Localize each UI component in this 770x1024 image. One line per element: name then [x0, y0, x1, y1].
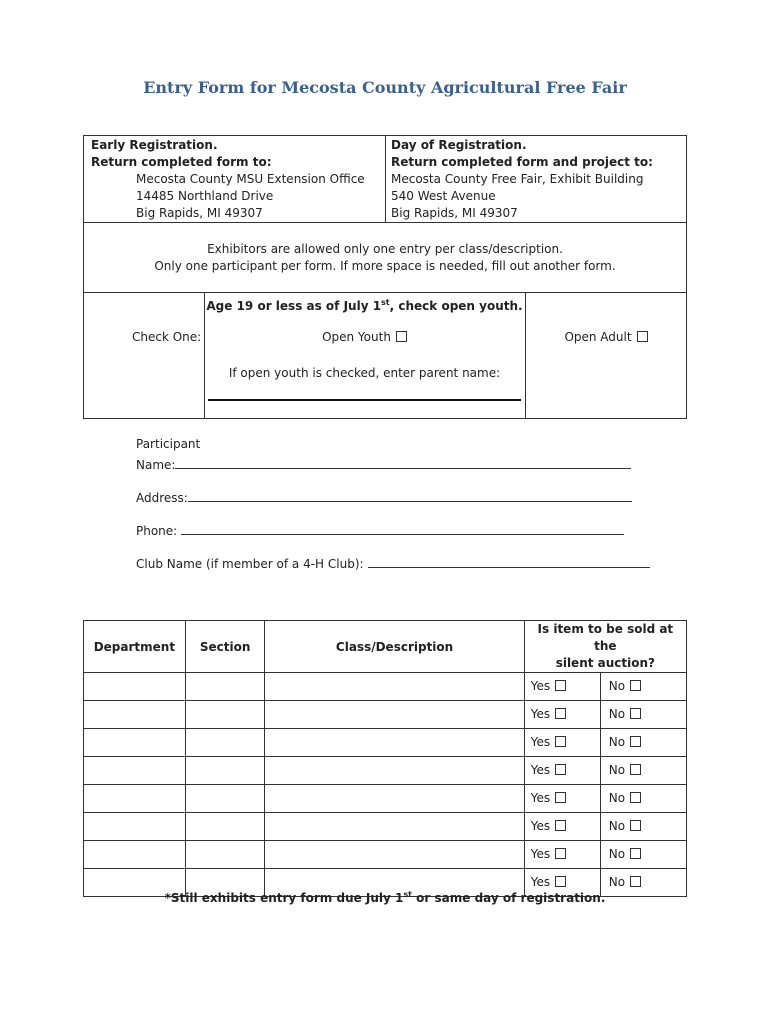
silent-auction-cell [524, 701, 686, 729]
no-option[interactable] [601, 785, 641, 812]
silent-auction-cell [524, 841, 686, 869]
class-description-cell[interactable] [265, 841, 524, 869]
age-note-text: Age 19 or less as of July 1 [206, 299, 382, 313]
silent-auction-cell [524, 785, 686, 813]
table-row [84, 785, 687, 813]
address-row [136, 489, 632, 507]
footer-note [0, 886, 770, 907]
yes-label: Yes [530, 707, 551, 721]
section-cell[interactable] [185, 785, 265, 813]
no-option[interactable] [601, 673, 641, 700]
no-option[interactable] [601, 841, 641, 868]
class-description-cell[interactable] [265, 757, 524, 785]
yes-label: Yes [530, 791, 551, 805]
early-address-line-3: Big Rapids, MI 49307 [136, 206, 263, 220]
footer-note-text: *Still exhibits entry form due July 1 [164, 891, 404, 905]
yes-label: Yes [530, 763, 551, 777]
open-adult-checkbox[interactable] [637, 331, 648, 342]
department-cell[interactable] [84, 785, 186, 813]
class-description-cell[interactable] [265, 813, 524, 841]
class-description-cell[interactable] [265, 673, 524, 701]
section-cell[interactable] [185, 701, 265, 729]
yes-label: Yes [530, 679, 551, 693]
early-return-label: Return completed form to: [91, 155, 272, 169]
yes-no-group [525, 701, 686, 728]
no-checkbox[interactable] [630, 848, 641, 859]
silent-auction-header [524, 621, 686, 673]
yes-option[interactable] [525, 729, 601, 756]
parent-name-field[interactable] [208, 399, 521, 401]
class-description-cell[interactable] [265, 785, 524, 813]
no-label: No [608, 847, 626, 861]
early-address-line-1: Mecosta County MSU Extension Office [136, 172, 365, 186]
participant-name-row [136, 456, 631, 474]
dayof-address-line-3: Big Rapids, MI 49307 [391, 206, 518, 220]
no-label: No [608, 875, 626, 889]
phone-label: Phone: [136, 524, 178, 538]
yes-option[interactable] [525, 757, 601, 784]
no-label: No [608, 791, 626, 805]
no-option[interactable] [601, 701, 641, 728]
yes-no-group [525, 841, 686, 868]
table-row [84, 757, 687, 785]
no-label: No [608, 679, 626, 693]
dayof-return-label: Return completed form and project to: [391, 155, 653, 169]
no-checkbox[interactable] [630, 820, 641, 831]
no-label: No [608, 763, 626, 777]
participant-label: Participant [136, 437, 201, 451]
dayof-address-line-1: Mecosta County Free Fair, Exhibit Building [391, 172, 644, 186]
yes-label: Yes [530, 875, 551, 889]
yes-label: Yes [530, 847, 551, 861]
yes-label: Yes [530, 735, 551, 749]
class-description-cell[interactable] [265, 729, 524, 757]
address-field[interactable] [188, 489, 632, 502]
silent-auction-header-line-2: silent auction? [555, 656, 656, 670]
yes-option[interactable] [525, 841, 601, 868]
early-registration-heading: Early Registration. [91, 138, 218, 152]
yes-no-group [525, 729, 686, 756]
department-cell[interactable] [84, 673, 186, 701]
silent-auction-cell [524, 673, 686, 701]
club-label: Club Name (if member of a 4-H Club): [136, 557, 364, 571]
table-row [84, 841, 687, 869]
table-row [84, 673, 687, 701]
no-checkbox[interactable] [630, 792, 641, 803]
table-row [84, 813, 687, 841]
class-description-cell[interactable] [265, 701, 524, 729]
form-title: Entry Form for Mecosta County Agricultural Free Fair [143, 78, 627, 97]
silent-auction-cell [524, 813, 686, 841]
yes-no-group [525, 785, 686, 812]
phone-field[interactable] [181, 522, 624, 535]
department-cell[interactable] [84, 729, 186, 757]
age-note-text-end: , check open youth. [389, 299, 523, 313]
check-top-divider [83, 292, 687, 293]
yes-checkbox[interactable] [555, 764, 566, 775]
yes-checkbox[interactable] [555, 848, 566, 859]
notice-top-divider [83, 222, 687, 223]
entries-table [83, 620, 687, 897]
no-option[interactable] [601, 813, 641, 840]
registration-divider [385, 135, 386, 222]
early-address-line-2: 14485 Northland Drive [136, 189, 274, 203]
section-header: Section [185, 621, 265, 673]
no-checkbox[interactable] [630, 764, 641, 775]
yes-no-group [525, 813, 686, 840]
table-row [84, 729, 687, 757]
yes-option[interactable] [525, 785, 601, 812]
phone-row [136, 522, 624, 540]
footer-note-text-end: or same day of registration. [412, 891, 606, 905]
department-cell[interactable] [84, 841, 186, 869]
participant-name-label: Name: [136, 458, 176, 472]
silent-auction-cell [524, 729, 686, 757]
table-row [84, 701, 687, 729]
yes-option[interactable] [525, 813, 601, 840]
section-cell[interactable] [185, 729, 265, 757]
yes-option[interactable] [525, 673, 601, 700]
club-row [136, 555, 650, 573]
dayof-address-line-2: 540 West Avenue [391, 189, 496, 203]
section-cell[interactable] [185, 813, 265, 841]
open-youth-checkbox[interactable] [396, 331, 407, 342]
department-cell[interactable] [84, 813, 186, 841]
department-cell[interactable] [84, 701, 186, 729]
address-label: Address: [136, 491, 188, 505]
open-adult-option[interactable] [525, 329, 687, 346]
participant-name-field[interactable] [175, 456, 631, 469]
notice-line-2: Only one participant per form. If more space is needed, fill out another form. [154, 259, 616, 273]
open-adult-label: Open Adult [564, 330, 632, 344]
department-header: Department [84, 621, 186, 673]
yes-checkbox[interactable] [555, 680, 566, 691]
yes-checkbox[interactable] [555, 792, 566, 803]
yes-option[interactable] [525, 701, 601, 728]
section-cell[interactable] [185, 673, 265, 701]
yes-label: Yes [530, 819, 551, 833]
dayof-registration-heading: Day of Registration. [391, 138, 527, 152]
age-note-sup: st [381, 298, 390, 307]
parent-name-prompt: If open youth is checked, enter parent name: [228, 366, 501, 380]
silent-auction-cell [524, 757, 686, 785]
age-note [204, 294, 525, 315]
yes-no-group [525, 673, 686, 700]
check-col-divider-2 [525, 292, 526, 419]
yes-no-group [525, 757, 686, 784]
class-description-header: Class/Description [265, 621, 524, 673]
section-cell[interactable] [185, 757, 265, 785]
open-youth-label: Open Youth [322, 330, 391, 344]
table-header-row [84, 621, 687, 673]
no-checkbox[interactable] [630, 708, 641, 719]
no-checkbox[interactable] [630, 680, 641, 691]
no-label: No [608, 819, 626, 833]
footer-note-sup: st [403, 890, 412, 899]
yes-checkbox[interactable] [555, 736, 566, 747]
no-option[interactable] [601, 729, 641, 756]
yes-checkbox[interactable] [555, 708, 566, 719]
club-field[interactable] [368, 555, 650, 568]
department-cell[interactable] [84, 757, 186, 785]
notice-line-1: Exhibitors are allowed only one entry per class/description. [207, 242, 563, 256]
section-cell[interactable] [185, 841, 265, 869]
no-checkbox[interactable] [630, 736, 641, 747]
no-label: No [608, 735, 626, 749]
no-option[interactable] [601, 757, 641, 784]
check-one-label: Check One: [132, 330, 202, 344]
yes-checkbox[interactable] [555, 820, 566, 831]
silent-auction-header-line-1: Is item to be sold at the [537, 622, 674, 653]
no-label: No [608, 707, 626, 721]
open-youth-option[interactable] [204, 329, 525, 346]
